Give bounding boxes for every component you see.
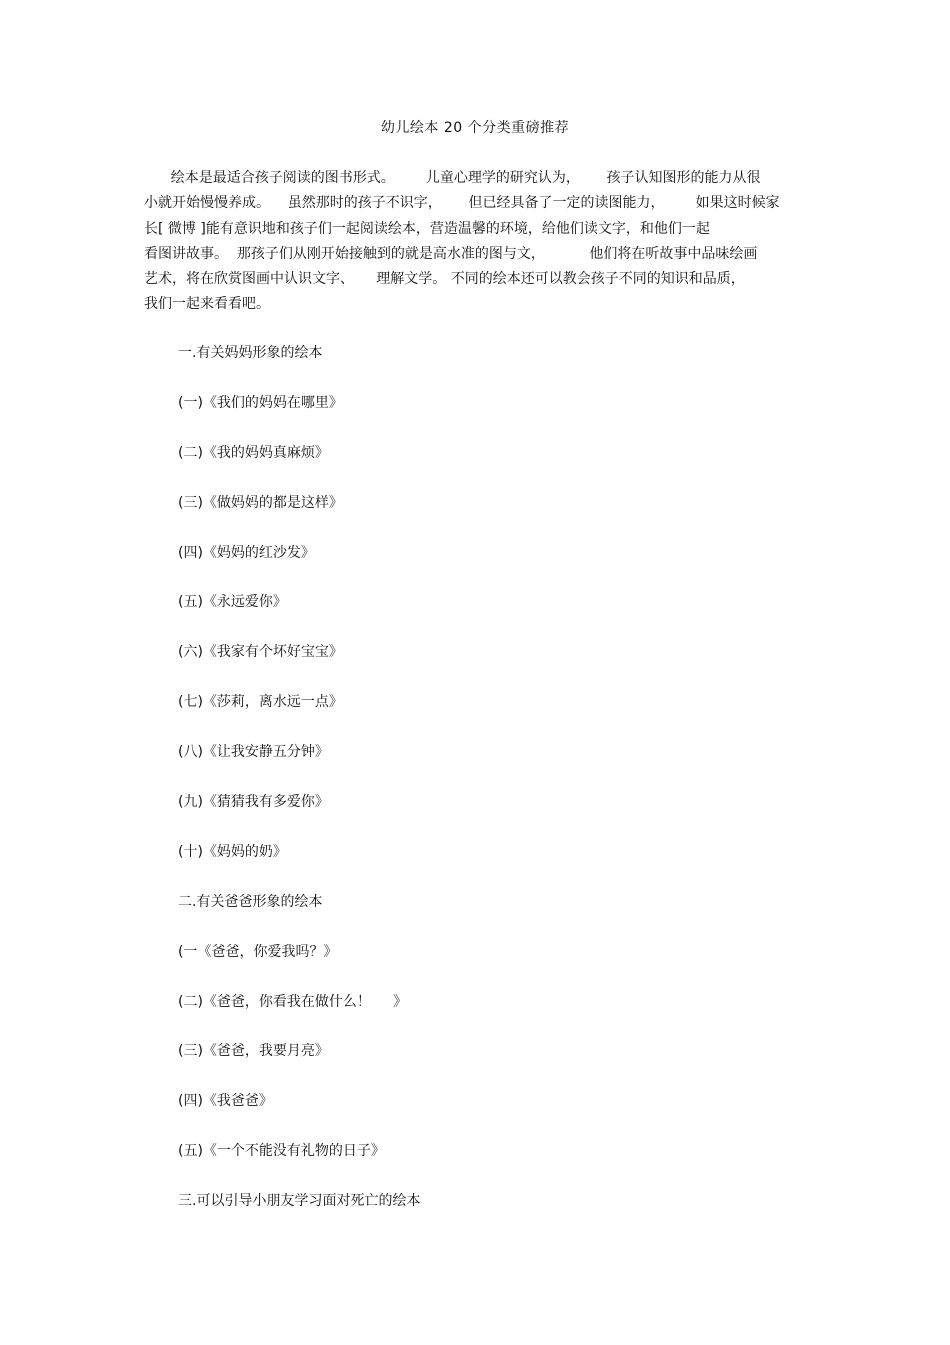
intro-line: 绘本是最适合孩子阅读的图书形式。 儿童心理学的研究认为， 孩子认知图形的能力从很 bbox=[144, 170, 761, 186]
list-item: (七)《莎莉，离水远一点》 bbox=[178, 694, 343, 711]
book-list bbox=[178, 341, 798, 1239]
list-item: (八)《让我安静五分钟》 bbox=[178, 744, 329, 761]
intro-line: 艺术，将在欣赏图画中认识文字、 理解文学。 不同的绘本还可以教会孩子不同的知识和品质， bbox=[144, 271, 745, 288]
list-item: (二)《爸爸，你看我在做什么！ 》 bbox=[178, 993, 408, 1010]
list-item: (五)《一个不能没有礼物的日子》 bbox=[178, 1143, 385, 1160]
intro-paragraph bbox=[144, 166, 804, 318]
intro-line: 我们一起来看看吧。 bbox=[144, 296, 270, 313]
intro-line: 看图讲故事。 那孩子们从刚开始接触到的就是高水准的图与文， 他们将在听故事中品味绘画 bbox=[144, 245, 758, 262]
list-item: (二)《我的妈妈真麻烦》 bbox=[178, 444, 329, 461]
list-item: (四)《我爸爸》 bbox=[178, 1093, 273, 1110]
section-heading-death: 三.可以引导小朋友学习面对死亡的绘本 bbox=[178, 1193, 421, 1210]
list-item: (十)《妈妈的奶》 bbox=[178, 843, 287, 860]
list-item: (六)《我家有个坏好宝宝》 bbox=[178, 644, 343, 661]
list-item: (九)《猜猜我有多爱你》 bbox=[178, 794, 329, 811]
intro-line: 长[ 微博 ]能有意识地和孩子们一起阅读绘本，营造温馨的环境，给他们读文字，和他们一起 bbox=[144, 220, 710, 237]
list-item: (五)《永远爱你》 bbox=[178, 594, 287, 611]
section-heading-mother: 一.有关妈妈形象的绘本 bbox=[178, 345, 323, 361]
section-heading-father: 二.有关爸爸形象的绘本 bbox=[178, 893, 323, 910]
list-item: (一)《我们的妈妈在哪里》 bbox=[178, 394, 343, 411]
list-item: (四)《妈妈的红沙发》 bbox=[178, 544, 315, 561]
intro-line: 小就开始慢慢养成。 虽然那时的孩子不识字， 但已经具备了一定的读图能力， 如果这时候家 bbox=[144, 195, 780, 212]
list-item: (三)《爸爸，我要月亮》 bbox=[178, 1043, 329, 1060]
list-item: (三)《做妈妈的都是这样》 bbox=[178, 494, 343, 511]
document-title: 幼儿绘本 20 个分类重磅推荐 bbox=[380, 120, 570, 136]
list-item: (一《爸爸，你爱我吗？》 bbox=[178, 943, 338, 960]
